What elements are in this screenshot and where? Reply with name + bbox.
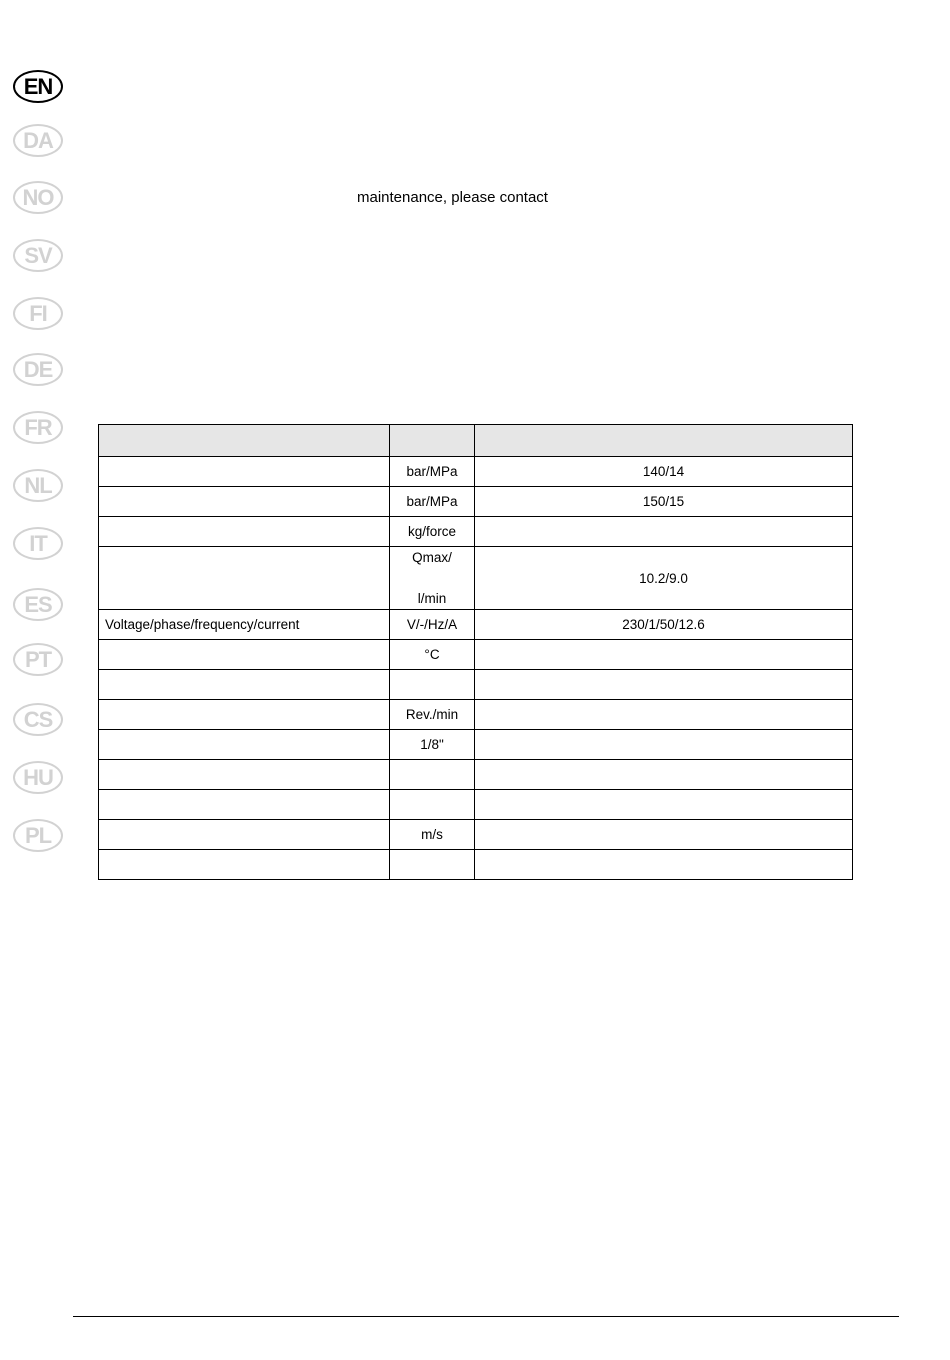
row-unit: bar/MPa <box>390 487 475 517</box>
row-unit <box>390 760 475 790</box>
header-cell-parameter <box>99 425 390 457</box>
table-row <box>99 487 853 517</box>
row-label <box>99 457 390 487</box>
header-cell-unit <box>390 425 475 457</box>
row-unit: kg/force <box>390 517 475 547</box>
row-unit <box>390 790 475 820</box>
lang-tab-de[interactable]: DE <box>13 353 63 386</box>
lang-tab-no[interactable]: NO <box>13 181 63 214</box>
row-label <box>99 850 390 880</box>
row-label <box>99 517 390 547</box>
row-unit <box>390 547 475 610</box>
lang-tab-sv[interactable]: SV <box>13 239 63 272</box>
row-value: 150/15 <box>475 487 853 517</box>
row-value <box>475 700 853 730</box>
table-row <box>99 640 853 670</box>
row-unit-top: Qmax/ <box>412 550 452 565</box>
header-cell-value <box>475 425 853 457</box>
table-row <box>99 547 853 610</box>
row-label <box>99 760 390 790</box>
row-value <box>475 670 853 700</box>
row-value <box>475 820 853 850</box>
lang-tab-fi[interactable]: FI <box>13 297 63 330</box>
row-value <box>475 850 853 880</box>
lang-tab-da[interactable]: DA <box>13 124 63 157</box>
table-row <box>99 820 853 850</box>
row-unit: bar/MPa <box>390 457 475 487</box>
row-unit: °C <box>390 640 475 670</box>
row-unit-bottom: l/min <box>417 591 447 606</box>
row-label <box>99 640 390 670</box>
table-row <box>99 517 853 547</box>
row-label <box>99 820 390 850</box>
lang-tab-en[interactable]: EN <box>13 70 63 103</box>
table-row <box>99 730 853 760</box>
row-unit: V/-/Hz/A <box>390 610 475 640</box>
table-row <box>99 610 853 640</box>
lang-tab-hu[interactable]: HU <box>13 761 63 794</box>
row-value <box>475 730 853 760</box>
lang-tab-cs[interactable]: CS <box>13 703 63 736</box>
row-label: Voltage/phase/frequency/current <box>99 610 390 640</box>
row-value <box>475 640 853 670</box>
row-value <box>475 790 853 820</box>
lang-tab-pt[interactable]: PT <box>13 643 63 676</box>
table-header-row <box>99 425 853 457</box>
spec-table <box>98 424 853 880</box>
lang-tab-nl[interactable]: NL <box>13 469 63 502</box>
lang-tab-pl[interactable]: PL <box>13 819 63 852</box>
row-unit: 1/8" <box>390 730 475 760</box>
row-value: 140/14 <box>475 457 853 487</box>
row-value <box>475 517 853 547</box>
table-row <box>99 457 853 487</box>
table-row <box>99 670 853 700</box>
row-label <box>99 487 390 517</box>
row-label <box>99 730 390 760</box>
table-row <box>99 790 853 820</box>
row-unit: m/s <box>390 820 475 850</box>
footer-divider <box>73 1316 899 1317</box>
row-label <box>99 790 390 820</box>
lang-tab-it[interactable]: IT <box>13 527 63 560</box>
lang-tab-fr[interactable]: FR <box>13 411 63 444</box>
row-value: 10.2/9.0 <box>475 547 853 610</box>
row-unit <box>390 850 475 880</box>
row-label <box>99 700 390 730</box>
table-row <box>99 760 853 790</box>
row-value: 230/1/50/12.6 <box>475 610 853 640</box>
lang-tab-es[interactable]: ES <box>13 588 63 621</box>
body-text: maintenance, please contact <box>357 189 548 206</box>
row-label <box>99 547 390 610</box>
table-row <box>99 850 853 880</box>
row-label <box>99 670 390 700</box>
row-unit: Rev./min <box>390 700 475 730</box>
table-row <box>99 700 853 730</box>
row-value <box>475 760 853 790</box>
row-unit <box>390 670 475 700</box>
